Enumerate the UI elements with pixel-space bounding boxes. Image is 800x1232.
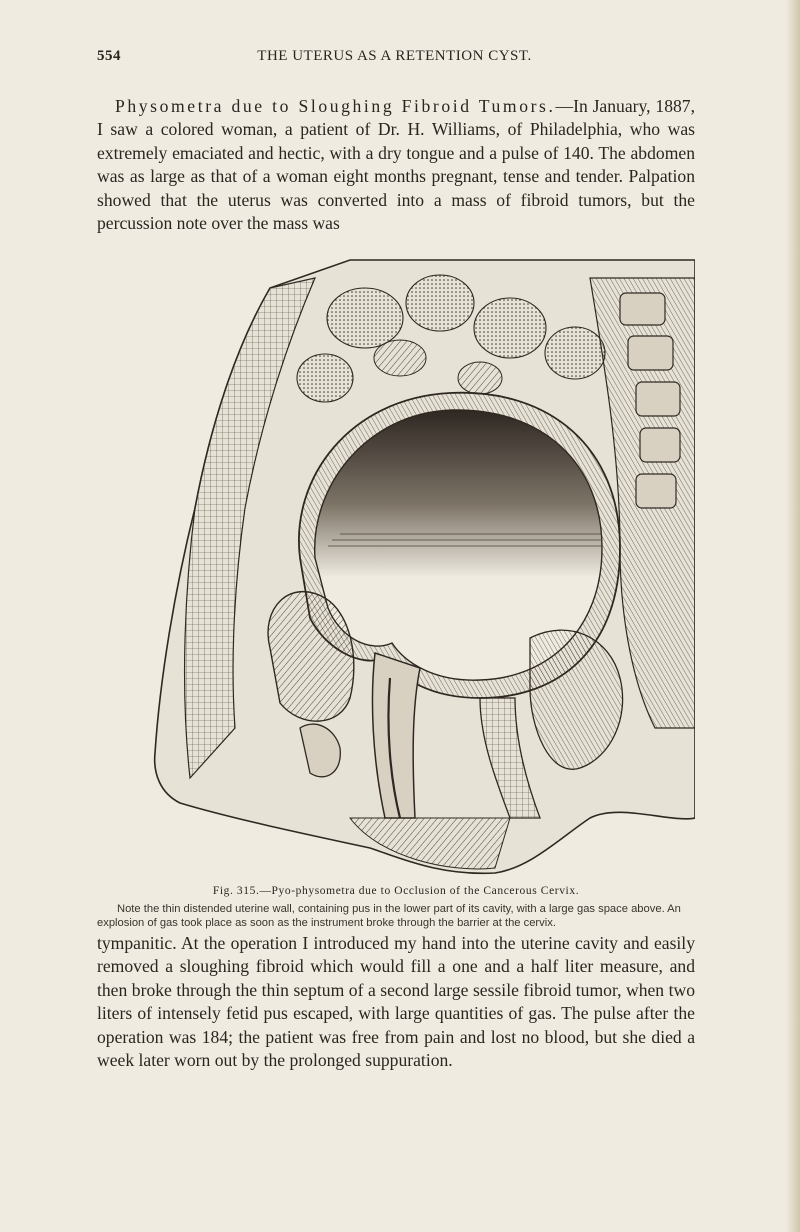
cervix: [372, 653, 420, 818]
figure-caption-title: Fig. 315.—Pyo-physometra due to Occlusion of the Cancerous Cervix.: [212, 885, 580, 897]
section-run-in-heading: Physometra due to Sloughing Fibroid Tumors.: [115, 96, 556, 116]
page-edge-shadow: [786, 0, 800, 1232]
running-title: THE UTERUS AS A RETENTION CYST.: [257, 48, 532, 64]
anatomical-illustration: [150, 258, 695, 878]
figure-caption-text: Note the thin distended uterine wall, containing pus in the lower part of its cavity, with a large gas space above. An explosion of gas took place as soon as the instrument broke through the barrier at the cervix.: [97, 903, 681, 929]
paragraph-1-text: —In January, 1887, I saw a colored woman, a patient of Dr. H. Williams, of Philadelphia, who was extremely emaciated and hectic, with a dry tongue and a pulse of 140. The abdomen was as large as that of a woman eight months pregnant, tense and tender. Palpation showed that the uterus was converted into a mass of fibroid tumors, but the percussion note over the mass was: [97, 96, 695, 234]
paragraph-tympanitic: tympanitic. At the operation I introduced my hand into the uterine cavity and easily removed a sloughing fibroid which would fill a one and a half liter measure, and then broke through the thin septum of a second large sessile fibroid tumor, when two liters of intensely fetid pus escaped, with large quantities of gas. The pulse after the operation was 184; the patient was free from pain and lost no blood, but she died a week later worn out by the prolonged suppuration.: [97, 933, 695, 1071]
paragraph-physometra: [97, 95, 695, 235]
page-number: 554: [97, 48, 121, 64]
